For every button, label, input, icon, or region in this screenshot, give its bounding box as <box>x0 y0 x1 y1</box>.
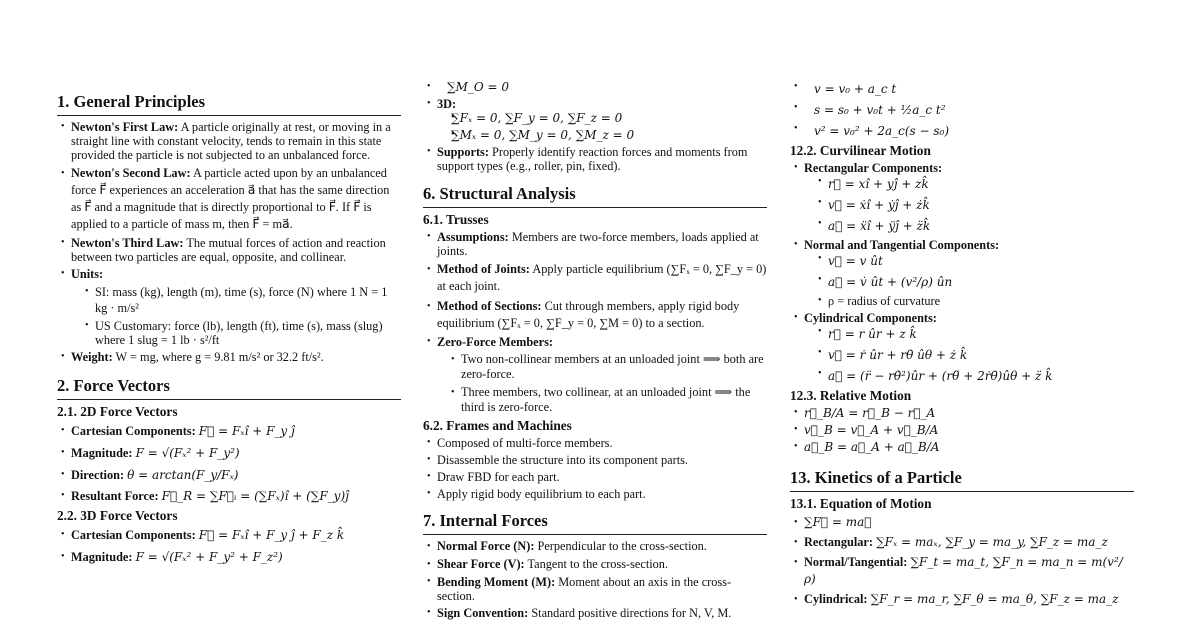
item-equation: v = v₀ + a_c t <box>814 82 897 96</box>
list-item <box>423 230 767 258</box>
list-item <box>423 261 767 295</box>
item-label: Bending Moment (M): <box>437 575 556 589</box>
list-item <box>790 514 1134 531</box>
list-item <box>423 335 767 415</box>
item-equation: v⃗ = v ût <box>828 254 883 268</box>
item-text: Moment about an axis in the cross-section. <box>437 575 732 603</box>
list-item <box>790 534 1134 551</box>
item-equation: ∑M_O = 0 <box>447 80 510 94</box>
section-force-vectors-title: 2. Force Vectors <box>57 376 401 400</box>
general-principles-list <box>57 120 401 364</box>
item-label: Newton's Third Law: <box>71 236 184 250</box>
item-label: Sign Convention: <box>437 606 529 620</box>
list-item <box>423 606 767 620</box>
frames-list <box>423 436 767 501</box>
item-text: Cut through members, apply rigid body equilibrium (∑Fₓ = 0, ∑F_y = 0, ∑M = 0) to a section. <box>437 299 740 330</box>
internal-forces-list <box>423 539 767 620</box>
equation-of-motion-list <box>790 514 1134 608</box>
item-label: 3D: <box>437 97 457 111</box>
item-equation: F⃗ = Fₓî + F_y ĵ <box>198 424 295 438</box>
list-item <box>57 547 401 567</box>
item-text: Three members, two collinear, at an unloaded joint ⟹ the third is zero-force. <box>461 385 751 414</box>
item-equation: r⃗ = xî + yĵ + zk̂ <box>828 177 929 191</box>
item-equation: ∑Fₓ = 0, ∑F_y = 0, ∑F_z = 0 <box>451 111 623 125</box>
units-sublist <box>71 284 401 347</box>
list-item <box>437 352 767 382</box>
section-structural-analysis-title: 6. Structural Analysis <box>423 184 767 208</box>
item-text: Apply particle equilibrium (∑Fₓ = 0, ∑F_y = 0) at each joint. <box>437 262 767 293</box>
item-equation: ∑F_t = ma_t, ∑F_n = ma_n = m(v²/ρ) <box>804 555 1123 586</box>
column-3 <box>790 80 1134 611</box>
relative-motion-list <box>790 406 1134 454</box>
item-equation: v² = v₀² + 2a_c(s − s₀) <box>814 124 950 138</box>
list-item <box>423 453 767 467</box>
list-item <box>57 350 401 364</box>
item-label: Rectangular Components: <box>804 161 943 175</box>
item-label: Magnitude: <box>71 446 133 460</box>
item-label: Weight: <box>71 350 113 364</box>
curvilinear-list <box>790 161 1134 385</box>
list-item <box>790 406 1134 420</box>
list-item <box>423 575 767 603</box>
list-item <box>790 122 1134 140</box>
cylindrical-sublist <box>804 325 1134 385</box>
item-equation: v⃗_B = v⃗_A + v⃗_B/A <box>804 423 939 437</box>
list-item <box>804 294 1134 308</box>
list-item <box>790 80 1134 98</box>
list-item <box>57 443 401 463</box>
item-text: Composed of multi-force members. <box>437 436 613 450</box>
subsection-equation-of-motion-title: 13.1. Equation of Motion <box>790 496 932 511</box>
list-item <box>71 319 401 347</box>
item-equation: F⃗_R = ∑F⃗ᵢ = (∑Fₓ)î + (∑F_y)ĵ <box>161 489 349 503</box>
item-equation: a⃗ = ẍî + ÿĵ + z̈k̂ <box>828 219 931 233</box>
item-text: SI: mass (kg), length (m), time (s), force (N) where 1 N = 1 kg · m/s² <box>95 285 388 315</box>
list-item <box>423 470 767 484</box>
three-d-sublist <box>437 111 767 142</box>
item-label: Assumptions: <box>437 230 509 244</box>
item-label: Method of Sections: <box>437 299 542 313</box>
item-label: Magnitude: <box>71 550 133 564</box>
item-label: Cylindrical Components: <box>804 311 937 325</box>
item-equation: ∑Mₓ = 0, ∑M_y = 0, ∑M_z = 0 <box>451 128 635 142</box>
list-item <box>804 367 1134 385</box>
kinematics-continued-list <box>790 80 1134 140</box>
section-general-principles-title: 1. General Principles <box>57 92 401 116</box>
item-text: Perpendicular to the cross-section. <box>537 539 707 553</box>
item-label: Newton's First Law: <box>71 120 179 134</box>
list-item <box>423 97 767 142</box>
item-text: W = mg, where g = 9.81 m/s² or 32.2 ft/s². <box>115 350 324 364</box>
list-item <box>437 111 767 125</box>
subsection-frames-title: 6.2. Frames and Machines <box>423 418 572 433</box>
section-internal-forces-title: 7. Internal Forces <box>423 511 767 535</box>
item-equation: F = √(Fₓ² + F_y²) <box>135 446 240 460</box>
list-item <box>423 539 767 554</box>
subsection-trusses-title: 6.1. Trusses <box>423 212 489 227</box>
item-text: Members are two-force members, loads applied at joints. <box>437 230 759 258</box>
list-item <box>57 267 401 347</box>
item-equation: a⃗ = v̇ ût + (v²/ρ) ûn <box>828 275 953 289</box>
item-equation: v⃗ = ẋî + ẏĵ + żk̂ <box>828 198 930 212</box>
subsection-3d-title: 2.2. 3D Force Vectors <box>57 508 178 523</box>
list-item <box>437 128 767 142</box>
list-item <box>57 236 401 264</box>
list-item <box>57 422 401 440</box>
list-item <box>790 161 1134 235</box>
item-label: Resultant Force: <box>71 489 159 503</box>
item-text: A particle acted upon by an unbalanced force F⃗ experiences an acceleration a⃗ that has the same direction as F⃗ and a magnitude that is directly proportional to F⃗. If F⃗ is applied to a particle of mass m, then F⃗ = ma⃗. <box>71 166 390 231</box>
list-item <box>57 466 401 484</box>
list-item <box>804 196 1134 214</box>
list-item <box>423 436 767 450</box>
force-2d-list <box>57 422 401 505</box>
item-equation: F⃗ = Fₓî + F_y ĵ + F_z k̂ <box>198 528 345 542</box>
list-item <box>790 554 1134 588</box>
list-item <box>804 217 1134 235</box>
list-item <box>790 101 1134 119</box>
list-item <box>57 165 401 233</box>
list-item <box>790 591 1134 608</box>
item-label: Units: <box>71 267 104 281</box>
item-equation: ∑F⃗ = ma⃗ <box>804 515 872 529</box>
list-item <box>57 526 401 544</box>
item-label: Rectangular: <box>804 535 873 549</box>
item-label: Direction: <box>71 468 125 482</box>
item-equation: a⃗_B = a⃗_A + a⃗_B/A <box>804 440 940 454</box>
list-item <box>790 311 1134 385</box>
item-label: Cartesian Components: <box>71 528 196 542</box>
zero-force-sublist <box>437 352 767 415</box>
item-text: Properly identify reaction forces and moments from support types (e.g., roller, pin, fixed). <box>437 145 748 173</box>
item-equation: v⃗ = ṙ ûr + rθ̇ ûθ + ż k̂ <box>828 348 968 362</box>
item-equation: s = s₀ + v₀t + ½a_c t² <box>814 103 946 117</box>
item-equation: ∑Fₓ = maₓ, ∑F_y = ma_y, ∑F_z = ma_z <box>876 535 1108 549</box>
trusses-list <box>423 230 767 415</box>
column-1 <box>57 92 401 570</box>
item-equation: r⃗ = r ûr + z k̂ <box>828 327 917 341</box>
subsection-relative-motion-title: 12.3. Relative Motion <box>790 388 912 403</box>
list-item <box>804 175 1134 193</box>
item-text: Two non-collinear members at an unloaded joint ⟹ both are zero-force. <box>461 352 764 381</box>
list-item <box>804 346 1134 364</box>
item-text: Apply rigid body equilibrium to each part. <box>437 487 646 501</box>
item-label: Zero-Force Members: <box>437 335 553 349</box>
list-item <box>423 80 767 94</box>
subsection-2d-title: 2.1. 2D Force Vectors <box>57 404 178 419</box>
list-item <box>423 298 767 332</box>
item-text: Disassemble the structure into its component parts. <box>437 453 689 467</box>
item-label: Method of Joints: <box>437 262 530 276</box>
item-text: A particle originally at rest, or moving in a straight line with constant velocity, tends to remain in this state provided the particle is not subjected to an unbalanced force. <box>71 120 391 162</box>
item-label: Shear Force (V): <box>437 557 525 571</box>
column-2 <box>423 80 767 623</box>
list-item <box>790 440 1134 454</box>
list-item <box>790 423 1134 437</box>
normal-tangential-sublist <box>804 252 1134 308</box>
item-label: Newton's Second Law: <box>71 166 191 180</box>
rectangular-sublist <box>804 175 1134 235</box>
subsection-curvilinear-title: 12.2. Curvilinear Motion <box>790 143 931 158</box>
list-item <box>57 487 401 505</box>
item-label: Cartesian Components: <box>71 424 196 438</box>
force-3d-list <box>57 526 401 567</box>
item-equation: a⃗ = (r̈ − rθ̇²)ûr + (rθ̈ + 2ṙθ̇)ûθ + z̈ k̂ <box>828 369 1053 383</box>
list-item <box>57 120 401 162</box>
item-text: Draw FBD for each part. <box>437 470 560 484</box>
list-item <box>804 325 1134 343</box>
list-item <box>804 273 1134 291</box>
list-item <box>423 557 767 572</box>
item-text: The mutual forces of action and reaction between two particles are equal, opposite, and collinear. <box>71 236 386 264</box>
item-label: Normal and Tangential Components: <box>804 238 1000 252</box>
section-kinetics-title: 13. Kinetics of a Particle <box>790 468 1134 492</box>
item-equation: r⃗_B/A = r⃗_B − r⃗_A <box>804 406 936 420</box>
item-label: Supports: <box>437 145 489 159</box>
list-item <box>71 284 401 316</box>
item-text: Standard positive directions for N, V, M. <box>531 606 732 620</box>
item-text: ρ = radius of curvature <box>828 294 941 308</box>
list-item <box>790 238 1134 308</box>
list-item <box>423 487 767 501</box>
equilibrium-continued-list <box>423 80 767 173</box>
list-item <box>437 385 767 415</box>
item-text: US Customary: force (lb), length (ft), time (s), mass (slug) where 1 slug = 1 lb · s²/ft <box>95 319 383 347</box>
item-label: Cylindrical: <box>804 592 868 606</box>
list-item <box>804 252 1134 270</box>
item-label: Normal Force (N): <box>437 539 535 553</box>
item-text: Tangent to the cross-section. <box>527 557 669 571</box>
item-equation: F = √(Fₓ² + F_y² + F_z²) <box>135 550 283 564</box>
item-label: Normal/Tangential: <box>804 555 908 569</box>
item-equation: θ = arctan(F_y/Fₓ) <box>127 468 239 482</box>
item-equation: ∑F_r = ma_r, ∑F_θ = ma_θ, ∑F_z = ma_z <box>870 592 1119 606</box>
list-item <box>423 145 767 173</box>
